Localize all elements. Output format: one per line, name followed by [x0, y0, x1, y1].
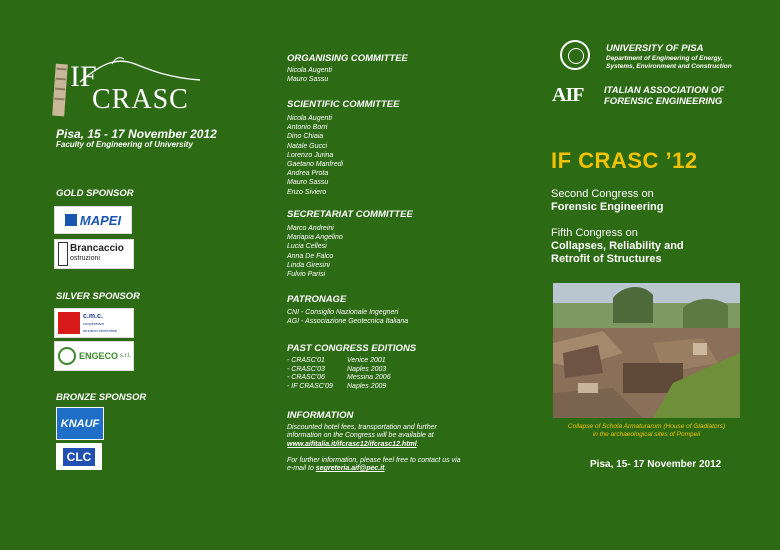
list-item: Mauro Sassu — [287, 76, 329, 84]
information-heading: INFORMATION — [287, 410, 354, 421]
university-seal-icon — [560, 40, 590, 70]
cmc-icon — [58, 312, 80, 334]
list-item: Nicola Augenti — [287, 115, 332, 122]
engeco-logo: ENGECO s.r.l. — [54, 341, 134, 371]
faculty-text: Faculty of Engineering of University — [56, 140, 193, 149]
list-item: Lucia Cellesi — [287, 243, 327, 251]
logo-if-text: IF — [70, 60, 97, 93]
list-item: - CRASC'03 Naples 2003 — [287, 365, 387, 373]
list-item: Linda Giresini — [287, 261, 330, 269]
bronze-sponsor-heading: BRONZE SPONSOR — [56, 392, 147, 403]
university-name: UNIVERSITY OF PISA — [606, 43, 704, 54]
past-editions-list — [287, 357, 391, 391]
list-item: Nicola Augenti — [287, 67, 332, 74]
info-link[interactable]: www.aifitalia.it/ifcrasc12/ifcrasc12.html — [287, 440, 417, 448]
department-text: Department of Engineering of Energy, Systems, Environment and Construction — [606, 55, 732, 70]
list-item: Andrea Prota — [287, 170, 329, 178]
pompeii-photo — [553, 283, 740, 418]
list-item: AGI - Associazione Geotecnica Italiana — [287, 318, 409, 326]
left-date: Pisa, 15 - 17 November 2012 — [56, 127, 217, 141]
list-item: Mariapia Angelino — [287, 234, 343, 242]
list-item: Lorenzo Jurina — [287, 151, 334, 159]
silver-sponsor-heading: SILVER SPONSOR — [56, 291, 140, 302]
aif-name: ITALIAN ASSOCIATION OF FORENSIC ENGINEERING — [604, 85, 725, 107]
patronage-list — [287, 308, 408, 326]
scientific-list — [287, 114, 343, 197]
list-item: Antonio Borri — [287, 124, 328, 132]
patronage-heading: PATRONAGE — [287, 294, 347, 305]
knauf-logo: KNAUF — [56, 407, 104, 440]
list-item: - CRASC'06 Messina 2006 — [287, 374, 391, 382]
brancaccio-logo: Brancaccio ostruzioni — [54, 239, 134, 269]
organising-heading: ORGANISING COMMITTEE — [287, 53, 408, 64]
mapei-logo: MAPEI — [54, 206, 132, 234]
list-item: Fulvio Parisi — [287, 271, 326, 279]
logo-crasc-text: CRASC — [92, 84, 189, 115]
information-text: Discounted hotel fees, transportation and further information on the Congress will be available at www.aifitalia.it/ifcrasc12/ifcrasc12.html. — [287, 424, 437, 448]
list-item: Enzo Siviero — [287, 188, 327, 196]
list-item: CNI - Consiglio Nazionale Ingegneri — [287, 309, 399, 316]
list-item: Mauro Sassu — [287, 179, 329, 187]
scientific-heading: SCIENTIFIC COMMITTEE — [287, 99, 400, 110]
photo-caption: Collapse of Schola Armaturarum (House of Gladiators) in the archaeological sites of Pompeii — [567, 423, 726, 438]
secretariat-list — [287, 224, 343, 279]
brancaccio-icon — [58, 242, 68, 266]
secretariat-heading: SECRETARIAT COMMITTEE — [287, 209, 413, 220]
second-congress: Second Congress on Forensic Engineering — [551, 188, 664, 213]
engeco-icon — [58, 347, 76, 365]
congress-title: IF CRASC ’12 — [551, 148, 698, 173]
mapei-icon — [65, 214, 77, 226]
footer-date: Pisa, 15- 17 November 2012 — [590, 459, 722, 470]
list-item: - IF CRASC'09 Naples 2009 — [287, 382, 387, 390]
list-item: Natale Gucci — [287, 142, 328, 150]
past-editions-heading: PAST CONGRESS EDITIONS — [287, 343, 417, 354]
contact-text: For further information, please feel free to contact us via e-mail to segreteria.aif@pec.it. — [287, 457, 461, 473]
gold-sponsor-heading: GOLD SPONSOR — [56, 188, 134, 199]
clc-logo: CLC — [56, 443, 102, 470]
list-item: Gaetano Manfredi — [287, 161, 344, 169]
fifth-congress: Fifth Congress on Collapses, Reliability and Retrofit of Structures — [551, 227, 684, 265]
organising-list — [287, 66, 332, 84]
list-item: Dino Chiaia — [287, 133, 324, 141]
aif-logo: AIF — [552, 84, 584, 106]
list-item: Anna De Falco — [287, 252, 334, 260]
list-item: - CRASC'01 Venice 2001 — [287, 357, 386, 364]
cmc-logo: c.m.c. cooperativa muratori cementisti — [54, 308, 134, 338]
contact-email-link[interactable]: segreteria.aif@pec.it — [315, 465, 385, 473]
list-item: Marco Andreini — [287, 225, 334, 232]
